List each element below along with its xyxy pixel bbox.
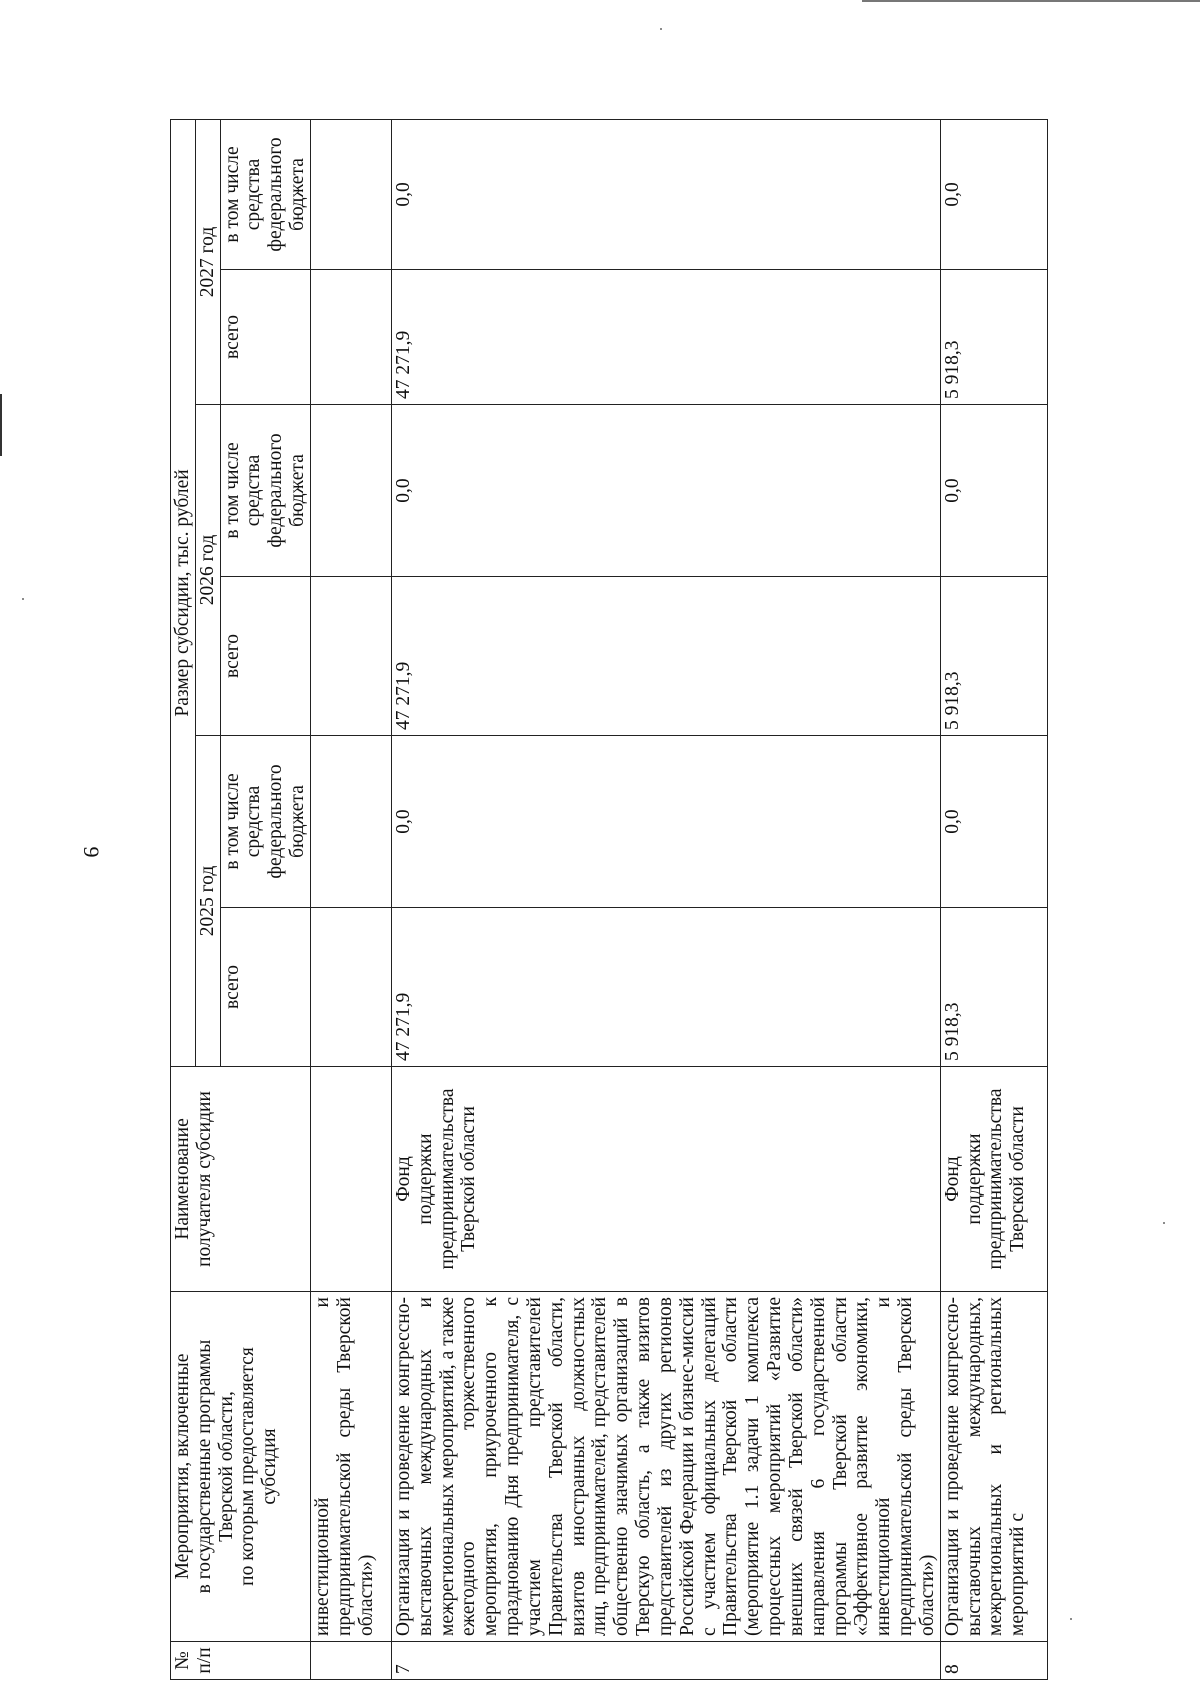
row-2027-federal xyxy=(310,119,391,269)
table-row xyxy=(391,119,940,1679)
header-2026-federal: в том числе средства федерального бюджета xyxy=(220,405,310,577)
row-2026-total xyxy=(310,577,391,736)
row-2027-federal: 0,0 xyxy=(391,119,940,269)
rotated-table-container xyxy=(170,120,1120,1680)
row-2026-federal: 0,0 xyxy=(940,405,1047,577)
row-2025-federal: 0,0 xyxy=(940,736,1047,908)
header-num: № п/п xyxy=(171,1642,311,1680)
page-number: 9 xyxy=(79,846,104,858)
row-2026-federal: 0,0 xyxy=(391,405,940,577)
row-recipient xyxy=(310,1067,391,1292)
row-2025-total: 5 918,3 xyxy=(940,908,1047,1067)
row-event: Организация и проведение конгрессно-выставочных международных, межрегиональных и региональных мероприятий с xyxy=(940,1292,1047,1642)
row-2027-total xyxy=(310,270,391,405)
header-2026-total: всего xyxy=(220,577,310,736)
row-2025-federal xyxy=(310,736,391,908)
subsidy-table xyxy=(170,119,1048,1680)
row-recipient: Фонд поддержки предпринимательства Тверской области xyxy=(940,1067,1047,1292)
scan-dot xyxy=(660,28,662,30)
table-row xyxy=(310,119,391,1679)
header-amount: Размер субсидии, тыс. рублей xyxy=(171,119,196,1066)
scan-dot xyxy=(22,598,24,600)
header-row-1 xyxy=(171,119,196,1679)
row-event: инвестиционной и предпринимательской среды Тверской области») xyxy=(310,1292,391,1642)
header-2025-total: всего xyxy=(220,908,310,1067)
row-2025-total: 47 271,9 xyxy=(391,908,940,1067)
header-year-2025: 2025 год xyxy=(195,736,220,1067)
row-2026-total: 5 918,3 xyxy=(940,577,1047,736)
row-2025-federal: 0,0 xyxy=(391,736,940,908)
header-2027-federal: в том числе средства федерального бюджета xyxy=(220,119,310,269)
header-year-2027: 2027 год xyxy=(195,119,220,404)
scan-dot xyxy=(1163,1222,1165,1224)
header-2025-federal: в том числе средства федерального бюджета xyxy=(220,736,310,908)
header-year-2026: 2026 год xyxy=(195,405,220,736)
scan-edge-mark xyxy=(862,0,1200,2)
header-2027-total: всего xyxy=(220,270,310,405)
row-num: 7 xyxy=(391,1642,940,1680)
table-row xyxy=(940,119,1047,1679)
scan-edge-mark xyxy=(0,394,2,456)
row-2026-total: 47 271,9 xyxy=(391,577,940,736)
row-2026-federal xyxy=(310,405,391,577)
header-event: Мероприятия, включенные в государственные программы Тверской области, по которым предоставляется субсидия xyxy=(171,1292,311,1642)
header-recipient: Наименование получателя субсидии xyxy=(171,1067,311,1292)
row-num xyxy=(310,1642,391,1680)
row-2027-total: 47 271,9 xyxy=(391,270,940,405)
row-2027-total: 5 918,3 xyxy=(940,270,1047,405)
row-recipient: Фонд поддержки предпринимательства Тверской области xyxy=(391,1067,940,1292)
row-num: 8 xyxy=(940,1642,1047,1680)
row-2027-federal: 0,0 xyxy=(940,119,1047,269)
row-event: Организация и проведение конгрессно-выставочных международных и межрегиональных мероприятий, а также ежегодного торжественного мероприятия, приуроченного к празднованию Дня предпринимателя, с участием представителей Правительства Тверской области, визитов иностранных должностных лиц, предпринимателей, представителей общественно значимых организаций в Тверскую область, а также визитов представителей из других регионов Российской Федерации и бизнес-миссий с участием официальных делегаций Правительства Тверской области (мероприятие 1.1 задачи 1 комплекса процессных мероприятий «Развитие внешних связей Тверской области» направления 6 государственной программы Тверской области «Эффективное развитие экономики, инвестиционной и предпринимательской среды Тверской области») xyxy=(391,1292,940,1642)
row-2025-total xyxy=(310,908,391,1067)
